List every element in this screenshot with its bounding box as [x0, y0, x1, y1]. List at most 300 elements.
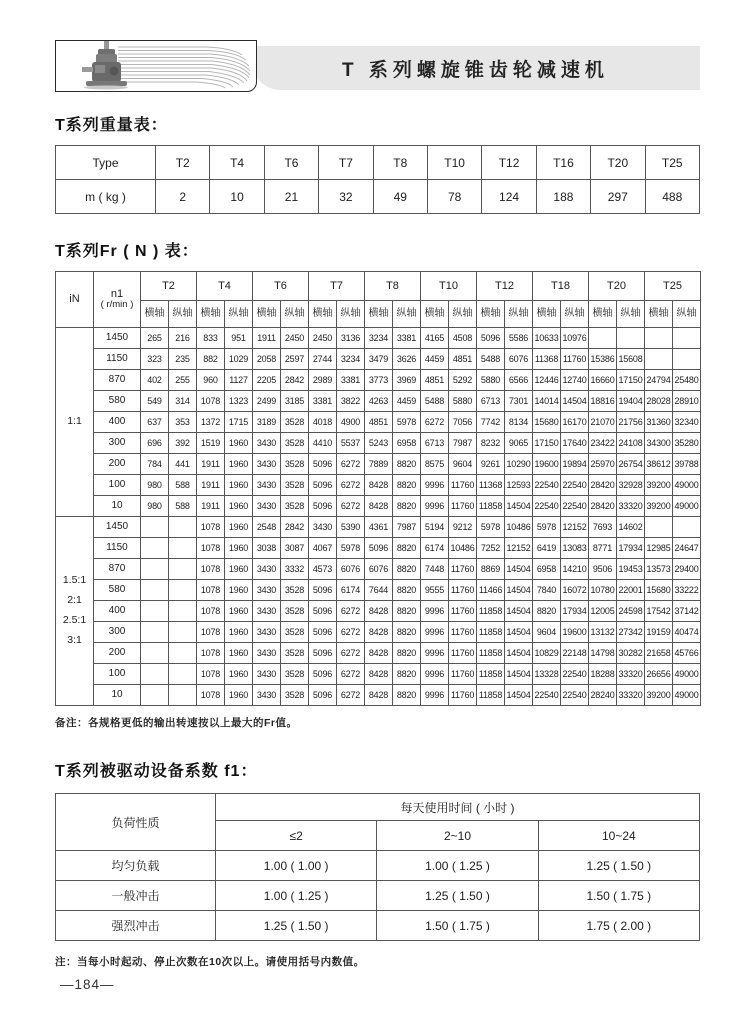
fr-value: 5978 [337, 538, 365, 559]
fr-value [169, 664, 197, 685]
fr-value: 960 [197, 370, 225, 391]
fr-value: 14504 [505, 685, 533, 706]
fr-value: 3185 [281, 391, 309, 412]
fr-value: 2989 [309, 370, 337, 391]
fr-value: 2597 [281, 349, 309, 370]
fr-value: 2548 [253, 517, 281, 538]
fr-value: 7889 [365, 454, 393, 475]
fr-n1-value: 870 [94, 559, 141, 580]
fr-value: 7840 [533, 580, 561, 601]
fr-table-title: T系列Fr ( N ) 表： [55, 243, 199, 260]
fr-value: 33320 [617, 496, 645, 517]
fr-value: 4900 [337, 412, 365, 433]
fr-value: 637 [141, 412, 169, 433]
fr-value: 3528 [281, 580, 309, 601]
fr-value: 1715 [225, 412, 253, 433]
fr-table-row [56, 622, 701, 643]
fr-value: 3528 [281, 643, 309, 664]
fr-value: 588 [169, 496, 197, 517]
fr-value: 23422 [589, 433, 617, 454]
fr-table-row [56, 496, 701, 517]
fr-value: 255 [169, 370, 197, 391]
fr-table-row [56, 412, 701, 433]
fr-value: 6272 [337, 664, 365, 685]
fr-value: 5096 [309, 454, 337, 475]
fr-value: 1078 [197, 601, 225, 622]
fr-axis-vertical-header: 纵轴 [169, 301, 197, 328]
weight-model-header: T7 [319, 146, 373, 180]
fr-value: 12005 [589, 601, 617, 622]
weight-value: 21 [264, 180, 318, 214]
fr-axis-vertical-header: 纵轴 [561, 301, 589, 328]
fr-table-row [56, 559, 701, 580]
fr-value: 1078 [197, 391, 225, 412]
fr-value: 9212 [449, 517, 477, 538]
page-number: —184— [60, 977, 115, 992]
fr-value: 31360 [645, 412, 673, 433]
fr-value: 14798 [589, 643, 617, 664]
fr-value: 2450 [281, 328, 309, 349]
fr-value: 6076 [365, 559, 393, 580]
weight-value: 78 [427, 180, 481, 214]
weight-value: 488 [645, 180, 699, 214]
fr-value: 5096 [477, 328, 505, 349]
fr-value: 1960 [225, 643, 253, 664]
fr-value: 11858 [477, 643, 505, 664]
fr-value: 17934 [561, 601, 589, 622]
f1-table-body [56, 851, 700, 941]
fr-value: 7056 [449, 412, 477, 433]
f1-table-row [56, 851, 700, 881]
fr-n1-value: 200 [94, 454, 141, 475]
fr-value [169, 685, 197, 706]
fr-value: 5488 [477, 349, 505, 370]
fr-value: 6272 [337, 622, 365, 643]
fr-table [55, 271, 701, 706]
fr-value: 1078 [197, 622, 225, 643]
fr-value [169, 622, 197, 643]
fr-value: 19894 [561, 454, 589, 475]
fr-value: 3332 [281, 559, 309, 580]
fr-value: 3528 [281, 601, 309, 622]
fr-value: 1960 [225, 454, 253, 475]
fr-value [141, 622, 169, 643]
fr-model-header: T10 [421, 272, 477, 301]
fr-value: 6272 [337, 685, 365, 706]
fr-value: 30282 [617, 643, 645, 664]
fr-value: 3479 [365, 349, 393, 370]
fr-value: 7644 [365, 580, 393, 601]
fr-value: 4459 [421, 349, 449, 370]
fr-value: 3528 [281, 664, 309, 685]
fr-axis-vertical-header: 纵轴 [673, 301, 701, 328]
fr-value: 13328 [533, 664, 561, 685]
fr-value: 19404 [617, 391, 645, 412]
f1-time-header: 每天使用时间 ( 小时 ) [216, 794, 700, 821]
fr-table-row [56, 664, 701, 685]
fr-value: 3430 [253, 580, 281, 601]
fr-axis-vertical-header: 纵轴 [505, 301, 533, 328]
fr-value: 5096 [309, 685, 337, 706]
weight-value: 2 [156, 180, 210, 214]
fr-table-row [56, 685, 701, 706]
fr-value: 2205 [253, 370, 281, 391]
fr-value: 9996 [421, 601, 449, 622]
fr-value: 6272 [337, 601, 365, 622]
fr-value: 16072 [561, 580, 589, 601]
f1-load-label: 一般冲击 [56, 881, 216, 911]
fr-value: 1960 [225, 475, 253, 496]
fr-value: 49000 [673, 496, 701, 517]
fr-n1-value: 300 [94, 622, 141, 643]
fr-table-row [56, 538, 701, 559]
fr-value: 33320 [617, 685, 645, 706]
fr-n1-value: 1450 [94, 328, 141, 349]
fr-value: 15680 [645, 580, 673, 601]
weight-model-header: T16 [536, 146, 590, 180]
fr-value: 5194 [421, 517, 449, 538]
f1-load-header: 负荷性质 [56, 794, 216, 851]
fr-table-note: 备注：各规格更低的输出转速按以上最大的Fr值。 [55, 717, 298, 729]
fr-value: 14504 [505, 559, 533, 580]
fr-value: 14504 [505, 664, 533, 685]
fr-value: 9996 [421, 475, 449, 496]
fr-value: 10486 [505, 517, 533, 538]
fr-axis-horizontal-header: 横轴 [533, 301, 561, 328]
fr-model-header: T4 [197, 272, 253, 301]
fr-value: 39200 [645, 496, 673, 517]
fr-value: 441 [169, 454, 197, 475]
fr-value: 5978 [477, 517, 505, 538]
fr-value [617, 328, 645, 349]
fr-value: 8820 [393, 580, 421, 601]
fr-value: 4361 [365, 517, 393, 538]
fr-value: 39200 [645, 475, 673, 496]
fr-value: 1960 [225, 580, 253, 601]
fr-value: 22540 [561, 475, 589, 496]
fr-ratio-cell: 1:1 [56, 328, 94, 517]
fr-value: 25970 [589, 454, 617, 475]
fr-value: 9261 [477, 454, 505, 475]
fr-value: 11760 [449, 643, 477, 664]
fr-axis-horizontal-header: 横轴 [421, 301, 449, 328]
fr-value: 11760 [449, 664, 477, 685]
fr-value: 3430 [253, 601, 281, 622]
fr-n1-value: 400 [94, 601, 141, 622]
fr-value: 28420 [589, 496, 617, 517]
fr-axis-horizontal-header: 横轴 [589, 301, 617, 328]
fr-value: 5243 [365, 433, 393, 454]
fr-value: 7987 [393, 517, 421, 538]
fr-value: 11760 [561, 349, 589, 370]
fr-model-header: T25 [645, 272, 701, 301]
fr-value: 8820 [393, 643, 421, 664]
fr-value: 22540 [561, 496, 589, 517]
fr-model-header: T20 [589, 272, 645, 301]
fr-table-head [56, 272, 701, 328]
fr-value: 25480 [673, 370, 701, 391]
fr-ratio-cell: 1.5:1 2:1 2.5:1 3:1 [56, 517, 94, 706]
fr-value: 10829 [533, 643, 561, 664]
fr-value: 9506 [589, 559, 617, 580]
fr-value: 1960 [225, 622, 253, 643]
fr-value: 1960 [225, 496, 253, 517]
fr-n1-value: 400 [94, 412, 141, 433]
fr-value: 4508 [449, 328, 477, 349]
fr-value: 34300 [645, 433, 673, 454]
fr-value: 5292 [449, 370, 477, 391]
fr-value: 2842 [281, 517, 309, 538]
fr-n1-value: 870 [94, 370, 141, 391]
fr-value: 37142 [673, 601, 701, 622]
fr-value [169, 580, 197, 601]
f1-table-title: T系列被驱动设备系数 f1： [55, 763, 258, 780]
f1-table-row [56, 881, 700, 911]
weight-table-body [56, 146, 700, 214]
fr-value: 49000 [673, 664, 701, 685]
fr-value: 19159 [645, 622, 673, 643]
fr-value: 6713 [421, 433, 449, 454]
fr-axis-horizontal-header: 横轴 [253, 301, 281, 328]
fr-value: 1372 [197, 412, 225, 433]
fr-value: 11466 [477, 580, 505, 601]
fr-value: 22540 [561, 685, 589, 706]
fr-value: 9996 [421, 496, 449, 517]
fr-value: 1078 [197, 580, 225, 601]
fr-value: 15608 [617, 349, 645, 370]
fr-value: 3430 [253, 664, 281, 685]
fr-value: 1960 [225, 559, 253, 580]
fr-value: 17542 [645, 601, 673, 622]
fr-value: 7742 [477, 412, 505, 433]
fr-value: 49000 [673, 475, 701, 496]
weight-model-header: T25 [645, 146, 699, 180]
weight-value: 32 [319, 180, 373, 214]
fr-value: 22540 [533, 685, 561, 706]
fr-value: 6566 [505, 370, 533, 391]
fr-value: 6958 [533, 559, 561, 580]
fr-value: 32340 [673, 412, 701, 433]
fr-value: 8820 [393, 454, 421, 475]
f1-value: 1.50 ( 1.75 ) [377, 911, 538, 941]
fr-value: 3430 [253, 496, 281, 517]
weight-model-header: T2 [156, 146, 210, 180]
fr-value: 9604 [449, 454, 477, 475]
fr-value: 6713 [477, 391, 505, 412]
fr-value: 9996 [421, 664, 449, 685]
f1-time-range-header: 10~24 [538, 821, 699, 851]
fr-value: 1960 [225, 517, 253, 538]
fr-value: 3528 [281, 412, 309, 433]
f1-load-label: 强烈冲击 [56, 911, 216, 941]
fr-value: 2450 [309, 328, 337, 349]
fr-value: 6272 [337, 454, 365, 475]
fr-value: 9996 [421, 622, 449, 643]
fr-value: 39788 [673, 454, 701, 475]
fr-value: 882 [197, 349, 225, 370]
weight-table-title: T系列重量表： [55, 117, 168, 134]
fr-value: 3528 [281, 622, 309, 643]
weight-value: 124 [482, 180, 536, 214]
fr-value: 12152 [505, 538, 533, 559]
fr-axis-horizontal-header: 横轴 [477, 301, 505, 328]
fr-value: 6076 [505, 349, 533, 370]
fr-value [169, 559, 197, 580]
fr-value: 35280 [673, 433, 701, 454]
fr-axis-horizontal-header: 横轴 [141, 301, 169, 328]
fr-value [645, 517, 673, 538]
fr-value: 8428 [365, 601, 393, 622]
fr-value: 22148 [561, 643, 589, 664]
fr-n1-value: 300 [94, 433, 141, 454]
fr-value: 3626 [393, 349, 421, 370]
f1-load-label: 均匀负载 [56, 851, 216, 881]
fr-value: 49000 [673, 685, 701, 706]
fr-value: 7301 [505, 391, 533, 412]
fr-value: 1960 [225, 685, 253, 706]
fr-value: 1911 [253, 328, 281, 349]
fr-value: 6174 [337, 580, 365, 601]
fr-value: 17934 [617, 538, 645, 559]
fr-value: 3430 [253, 643, 281, 664]
fr-axis-horizontal-header: 横轴 [309, 301, 337, 328]
fr-table-row [56, 433, 701, 454]
fr-value [141, 559, 169, 580]
fr-value: 14602 [617, 517, 645, 538]
fr-value: 32928 [617, 475, 645, 496]
fr-table-row [56, 475, 701, 496]
weight-mass-label: m ( kg ) [56, 180, 156, 214]
fr-value: 3528 [281, 433, 309, 454]
fr-value: 7693 [589, 517, 617, 538]
fr-value: 3430 [253, 433, 281, 454]
fr-value: 14504 [505, 601, 533, 622]
fr-value: 29400 [673, 559, 701, 580]
fr-n1-value: 1450 [94, 517, 141, 538]
fr-value: 5096 [309, 643, 337, 664]
fr-value: 11760 [449, 496, 477, 517]
fr-value: 5096 [309, 601, 337, 622]
fr-value: 14504 [505, 643, 533, 664]
fr-value: 21658 [645, 643, 673, 664]
fr-value: 5978 [533, 517, 561, 538]
fr-value: 17150 [533, 433, 561, 454]
fr-value: 3234 [337, 349, 365, 370]
fr-value: 4851 [365, 412, 393, 433]
fr-table-row [56, 370, 701, 391]
fr-value: 17150 [617, 370, 645, 391]
fr-value: 1519 [197, 433, 225, 454]
fr-value: 2499 [253, 391, 281, 412]
fr-value: 8771 [589, 538, 617, 559]
fr-value: 3528 [281, 685, 309, 706]
weight-value: 188 [536, 180, 590, 214]
speed-lines-graphic [118, 47, 250, 88]
fr-value: 3430 [253, 475, 281, 496]
fr-model-header: T2 [141, 272, 197, 301]
fr-value: 8428 [365, 664, 393, 685]
fr-value: 11368 [477, 475, 505, 496]
fr-value: 10486 [449, 538, 477, 559]
gear-reducer-icon [82, 41, 128, 90]
fr-value: 1029 [225, 349, 253, 370]
fr-value: 323 [141, 349, 169, 370]
fr-value: 11760 [449, 580, 477, 601]
fr-value: 1911 [197, 496, 225, 517]
fr-n1-value: 580 [94, 391, 141, 412]
fr-n1-value: 1150 [94, 538, 141, 559]
fr-value: 11760 [449, 685, 477, 706]
fr-value: 3430 [253, 622, 281, 643]
fr-value: 7987 [449, 433, 477, 454]
f1-table [55, 793, 700, 941]
fr-value: 9996 [421, 685, 449, 706]
weight-model-header: T20 [591, 146, 645, 180]
fr-value: 5096 [309, 496, 337, 517]
f1-value: 1.00 ( 1.00 ) [216, 851, 377, 881]
weight-value: 49 [373, 180, 427, 214]
fr-value: 833 [197, 328, 225, 349]
fr-value: 19453 [617, 559, 645, 580]
fr-value: 3430 [253, 559, 281, 580]
fr-model-header: T18 [533, 272, 589, 301]
fr-value: 24108 [617, 433, 645, 454]
fr-value: 28240 [589, 685, 617, 706]
weight-model-header: T8 [373, 146, 427, 180]
fr-value: 12985 [645, 538, 673, 559]
weight-value: 297 [591, 180, 645, 214]
fr-value [673, 517, 701, 538]
gear-reducer-illustration [56, 41, 255, 90]
fr-value: 6272 [337, 475, 365, 496]
fr-value [589, 328, 617, 349]
fr-value: 4263 [365, 391, 393, 412]
fr-value: 696 [141, 433, 169, 454]
fr-value: 1127 [225, 370, 253, 391]
fr-value: 2744 [309, 349, 337, 370]
fr-axis-horizontal-header: 横轴 [645, 301, 673, 328]
fr-value: 980 [141, 475, 169, 496]
fr-table-row [56, 643, 701, 664]
fr-value [169, 601, 197, 622]
weight-table [55, 145, 700, 214]
fr-value: 216 [169, 328, 197, 349]
fr-table-row [56, 328, 701, 349]
fr-value: 3430 [309, 517, 337, 538]
fr-value [673, 328, 701, 349]
fr-value: 11858 [477, 685, 505, 706]
fr-value: 8820 [393, 496, 421, 517]
fr-value: 16170 [561, 412, 589, 433]
fr-value: 11760 [449, 475, 477, 496]
fr-value: 8428 [365, 622, 393, 643]
fr-value: 8820 [393, 475, 421, 496]
fr-value: 5880 [477, 370, 505, 391]
fr-n1-value: 10 [94, 496, 141, 517]
f1-value: 1.75 ( 2.00 ) [538, 911, 699, 941]
fr-value [141, 664, 169, 685]
fr-value: 22001 [617, 580, 645, 601]
fr-value: 4410 [309, 433, 337, 454]
fr-value: 8232 [477, 433, 505, 454]
fr-model-header: T12 [477, 272, 533, 301]
weight-model-header: T10 [427, 146, 481, 180]
fr-value: 1911 [197, 475, 225, 496]
fr-value: 15386 [589, 349, 617, 370]
fr-axis-vertical-header: 纵轴 [225, 301, 253, 328]
fr-value: 5096 [309, 475, 337, 496]
fr-model-header: T7 [309, 272, 365, 301]
